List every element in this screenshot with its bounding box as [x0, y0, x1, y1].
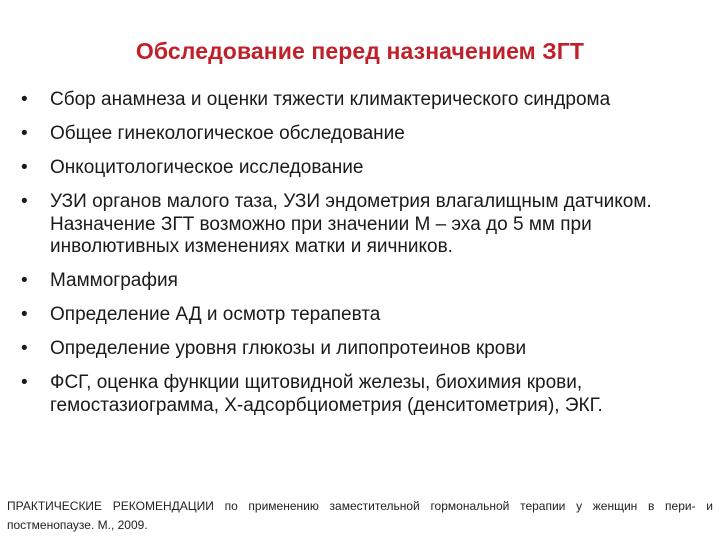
bullet-item [20, 89, 710, 112]
bullet-item [20, 372, 710, 417]
bullet-dot-icon: • [21, 270, 28, 291]
bullet-item [20, 157, 710, 180]
bullet-text: Определение уровня глюкозы и липопротеинов крови [50, 338, 527, 359]
bullet-item [20, 270, 710, 293]
bullet-text: Определение АД и осмотр терапевта [50, 304, 381, 325]
bullet-text: Маммография [50, 270, 178, 291]
bullet-dot-icon: • [21, 89, 28, 110]
bullet-dot-icon: • [21, 157, 28, 178]
bullet-item [20, 338, 710, 361]
slide-title: Обследование перед назначением ЗГТ [135, 38, 585, 64]
source-footnote: ПРАКТИЧЕСКИЕ РЕКОМЕНДАЦИИ по применению заместительной гормональной терапии у женщин в пери- и постменопаузе. М., 2009. [7, 499, 713, 532]
bullet-dot-icon: • [21, 191, 28, 212]
bullet-dot-icon: • [21, 304, 28, 325]
bullet-text: Сбор анамнеза и оценки тяжести климактерического синдрома [50, 89, 611, 110]
bullet-item [20, 191, 710, 259]
bullet-dot-icon: • [21, 338, 28, 359]
bullet-list [20, 89, 710, 429]
bullet-text: Общее гинекологическое обследование [50, 123, 405, 144]
bullet-text: ФСГ, оценка функции щитовидной железы, биохимия крови, гемостазиограмма, Х-адсорбциометрия (денситометрия), ЭКГ. [50, 372, 603, 416]
bullet-item [20, 123, 710, 146]
bullet-text: Онкоцитологическое исследование [50, 157, 364, 178]
bullet-dot-icon: • [21, 372, 28, 393]
bullet-text: УЗИ органов малого таза, УЗИ эндометрия влагалищным датчиком. Назначение ЗГТ возможно при значении М – эха до 5 мм при инволютивных изменениях матки и яичников. [50, 191, 652, 257]
bullet-item [20, 304, 710, 327]
bullet-dot-icon: • [21, 123, 28, 144]
